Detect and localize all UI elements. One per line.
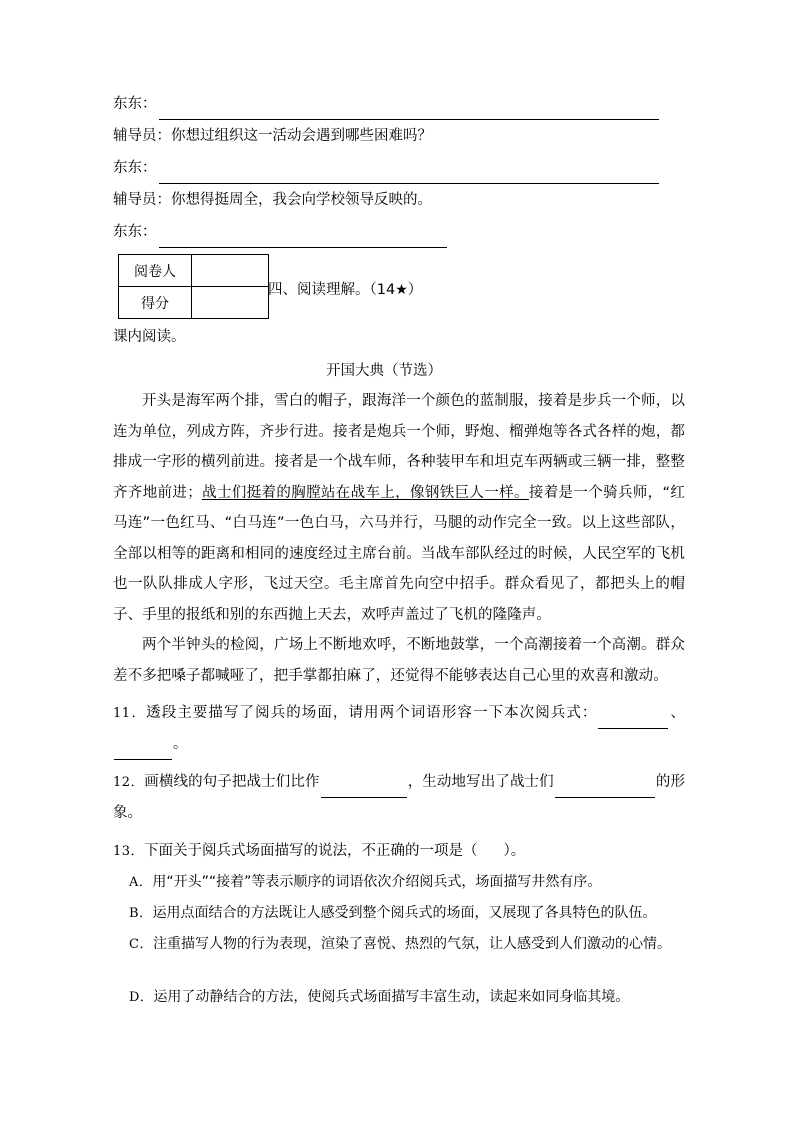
question-11 bbox=[113, 698, 685, 760]
answer-blank-line[interactable] bbox=[159, 163, 659, 184]
option-text: 注重描写人物的行为表现，渲染了喜悦、热烈的气氛，让人感受到人们激动的心情。 bbox=[152, 936, 671, 952]
option-text: 运用点面结合的方法既让人感受到整个阅兵式的场面，又展现了各具特色的队伍。 bbox=[152, 905, 657, 921]
grader-value-cell[interactable] bbox=[192, 255, 269, 287]
answer-blank[interactable] bbox=[321, 782, 407, 798]
dialogue-text: 你想过组织这一活动会遇到哪些困难吗？ bbox=[171, 128, 432, 144]
passage-underlined-sentence: 战士们挺着的胸膛站在战车上，像钢铁巨人一样。 bbox=[201, 484, 529, 501]
option-text: 运用了动静结合的方法，使阅兵式场面描写丰富生动，读起来如同身临其境。 bbox=[153, 989, 630, 1005]
dialogue-speaker: 东东： bbox=[113, 96, 157, 112]
option-letter: A． bbox=[129, 875, 153, 890]
score-table bbox=[118, 254, 269, 319]
dialogue-speaker: 东东： bbox=[113, 224, 157, 240]
section-header-row bbox=[113, 254, 685, 320]
passage-paragraph-1 bbox=[113, 386, 685, 630]
table-row bbox=[119, 287, 269, 319]
grader-label-cell: 阅卷人 bbox=[119, 255, 192, 287]
star-icon: ★ bbox=[395, 282, 408, 298]
option-d[interactable] bbox=[129, 982, 685, 1013]
question-number: 12． bbox=[113, 775, 145, 790]
answer-blank[interactable] bbox=[598, 713, 668, 729]
option-a[interactable] bbox=[129, 867, 685, 898]
question-text: 下面关于阅兵式场面描写的说法，不正确的一项是（ bbox=[144, 843, 478, 859]
score-value-cell[interactable] bbox=[192, 287, 269, 319]
option-b[interactable] bbox=[129, 898, 685, 929]
dialogue-line-2 bbox=[113, 120, 685, 152]
dialogue-line-5 bbox=[113, 216, 685, 248]
dialogue-block bbox=[113, 88, 685, 248]
dialogue-speaker: 东东： bbox=[113, 160, 157, 176]
answer-blank-line[interactable] bbox=[159, 227, 447, 248]
option-c[interactable] bbox=[129, 929, 685, 960]
option-letter: B． bbox=[129, 906, 153, 921]
reading-type-label: 课内阅读。 bbox=[113, 329, 186, 345]
question-text-end: ）。 bbox=[503, 843, 526, 859]
answer-blank[interactable] bbox=[555, 782, 655, 798]
score-label-cell: 得分 bbox=[119, 287, 192, 319]
question-text: 透段主要描写了阅兵的场面，请用两个词语形容一下本次阅兵式： bbox=[146, 705, 598, 721]
question-text-end: 。 bbox=[173, 736, 188, 752]
question-text-end: 的形象。 bbox=[113, 774, 685, 821]
page-content bbox=[113, 88, 685, 1013]
option-letter: D． bbox=[129, 990, 154, 1005]
dialogue-text: 你想得挺周全，我会向学校领导反映的。 bbox=[171, 192, 432, 208]
question-text-mid: ，生动地写出了战士们 bbox=[407, 774, 554, 790]
passage-text-part2: 接着是一个骑兵师，“红马连”一色红马、“白马连”一色白马，六马并行，马腿的动作完全一致。以上这些部队，全部以相等的距离和相同的速度经过主席台前。当战车部队经过的时候，人民空军的飞机也一队队排成人字形，飞过天空。毛主席首先向空中招手。群众看见了，都把头上的帽子、手里的报纸和别的东西抛上天去，欢呼声盖过了飞机的隆隆声。 bbox=[113, 484, 685, 623]
dialogue-line-1 bbox=[113, 88, 685, 120]
section-heading-suffix: ） bbox=[407, 282, 423, 298]
dialogue-line-3 bbox=[113, 152, 685, 184]
section-heading-prefix: 四、阅读理解。（14 bbox=[268, 282, 396, 298]
passage-text-part1: 开头是海军两个排，雪白的帽子，跟海洋一个颜色的蓝制服，接着是步兵一个师，以连为单位，列成方阵，齐步行进。接者是炮兵一个师，野炮、榴弹炮等各式各样的炮，都排成一字形的横列前进。接者是一个战车师，各种装甲车和坦克车两辆或三辆一排，整整齐齐地前进； bbox=[113, 393, 685, 501]
dialogue-line-4 bbox=[113, 184, 685, 216]
option-text: 用“开头”“接着”等表示顺序的词语依次介绍阅兵式，场面描写井然有序。 bbox=[152, 874, 602, 890]
passage-title: 开国大典（节选） bbox=[326, 363, 442, 379]
question-number: 11． bbox=[113, 706, 147, 721]
section-heading bbox=[268, 278, 422, 299]
question-13 bbox=[113, 836, 685, 867]
passage-paragraph-2: 两个半钟头的检阅，广场上不断地欢呼，不断地鼓掌，一个高潮接着一个高潮。群众差不多把嗓子都喊哑了，把手掌都拍麻了，还觉得不能够表达自己心里的欢喜和激动。 bbox=[113, 637, 685, 684]
answer-blank-line[interactable] bbox=[159, 99, 659, 120]
question-number: 13． bbox=[113, 844, 145, 859]
table-row bbox=[119, 255, 269, 287]
option-letter: C． bbox=[129, 937, 153, 952]
answer-blank[interactable] bbox=[114, 744, 172, 760]
dialogue-speaker: 辅导员： bbox=[113, 192, 171, 208]
question-separator: 、 bbox=[669, 705, 686, 721]
question-12 bbox=[113, 767, 685, 829]
dialogue-speaker: 辅导员： bbox=[113, 128, 171, 144]
question-text: 画横线的句子把战士们比作 bbox=[144, 774, 320, 790]
